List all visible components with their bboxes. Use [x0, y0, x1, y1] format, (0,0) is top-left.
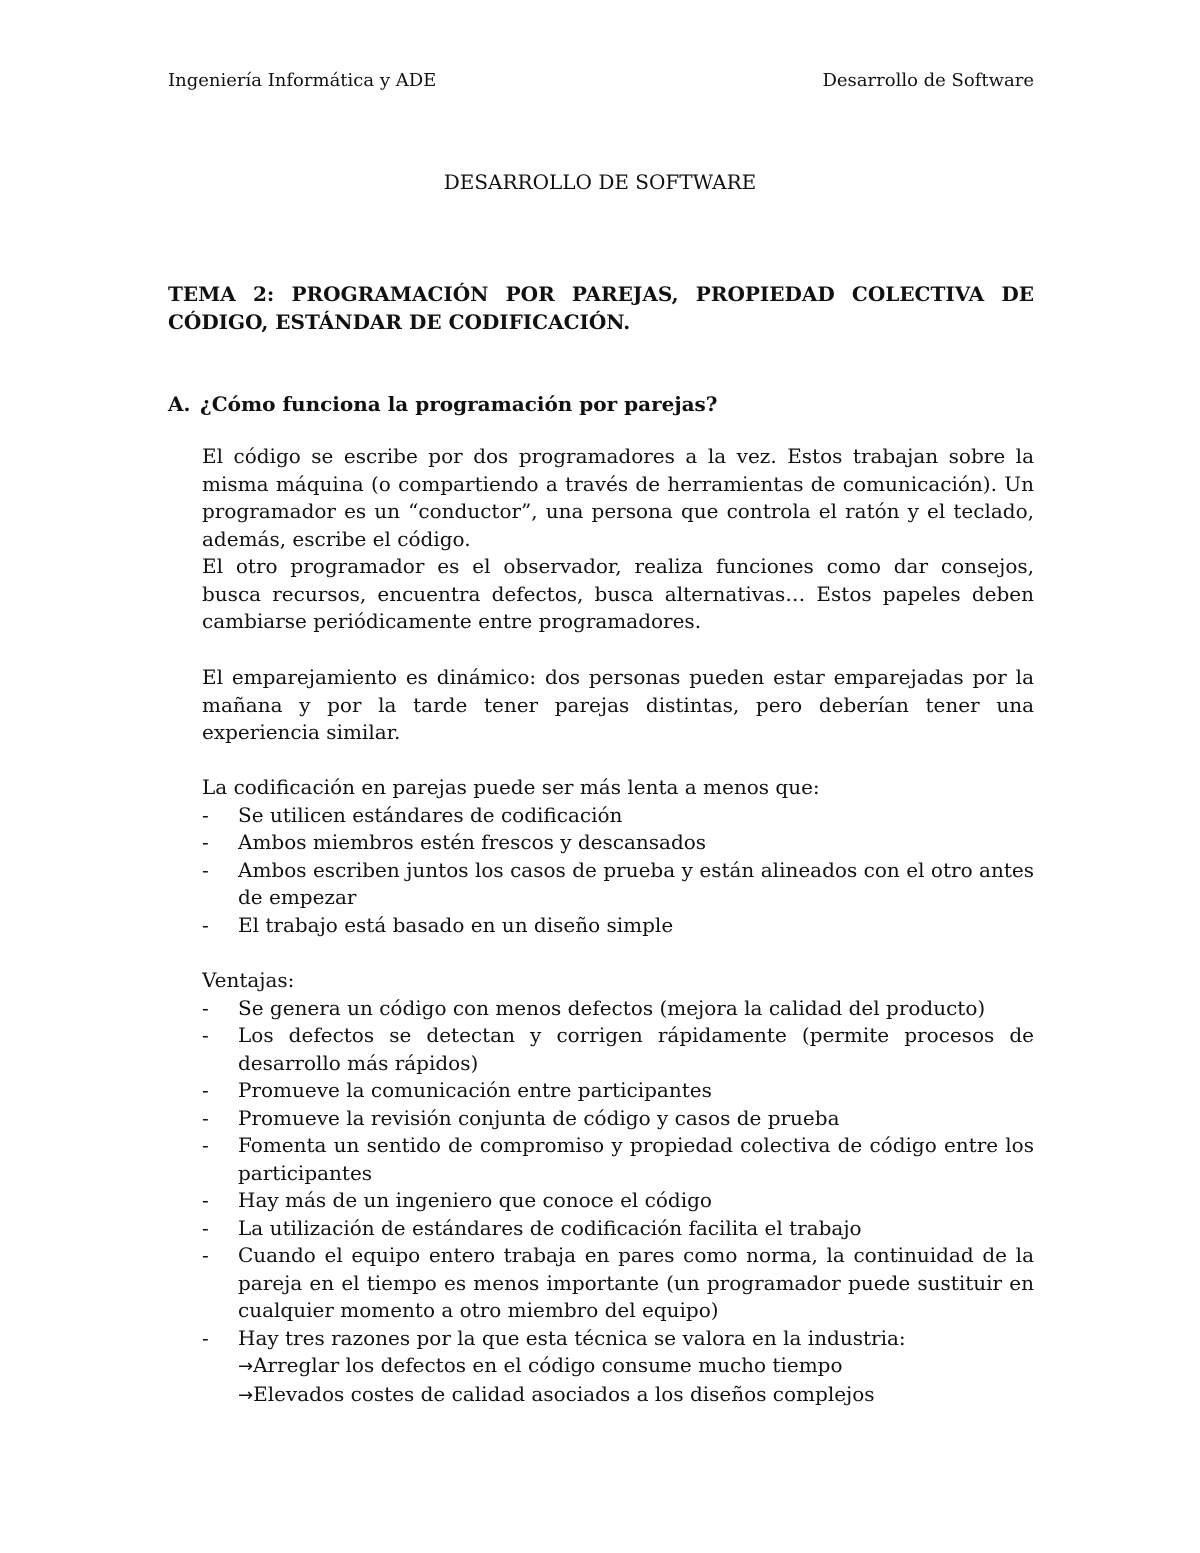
list-item: - La utilización de estándares de codificación facilita el trabajo: [202, 1215, 862, 1240]
list-item: - Se genera un código con menos defectos (mejora la calidad del producto): [202, 995, 986, 1020]
document-title: DESARROLLO DE SOFTWARE: [443, 170, 757, 194]
list-item: - Fomenta un sentido de compromiso y propiedad colectiva de código entre los participantes: [202, 1133, 1034, 1185]
reason-item: →Elevados costes de calidad asociados a los diseños complejos: [238, 1381, 875, 1406]
topic-heading: TEMA 2: PROGRAMACIÓN POR PAREJAS, PROPIEDAD COLECTIVA DE CÓDIGO, ESTÁNDAR DE CODIFICACIÓN.: [168, 282, 1034, 334]
list-item: - Ambos miembros estén frescos y descansados: [202, 830, 707, 854]
list-item: - Promueve la comunicación entre participantes: [202, 1078, 712, 1102]
section-a-heading: [168, 392, 718, 416]
section-body: [202, 443, 1034, 636]
list-item: - Se utilicen estándares de codificación: [202, 802, 623, 827]
list-item: - Cuando el equipo entero trabaja en pares como norma, la continuidad de la pareja en el tiempo es menos importante (un programador puede sustituir en cualquier momento a otro miembro del equipo): [202, 1243, 1034, 1322]
header-right: Desarrollo de Software: [822, 70, 1034, 91]
ventajas-label: Ventajas:: [202, 968, 295, 992]
section-letter: A.: [168, 392, 191, 416]
list-item: - Promueve la revisión conjunta de código y casos de prueba: [202, 1105, 840, 1130]
list-item: - Hay tres razones por la que esta técnica se valora en la industria:: [202, 1325, 906, 1350]
advantages-list: [202, 995, 1034, 1353]
header-left: Ingeniería Informática y ADE: [168, 70, 437, 91]
slow-conditions-block: [202, 774, 1034, 939]
paragraph-1: El código se escribe por dos programadores a la vez. Estos trabajan sobre la misma máquina (o compartiendo a través de herramientas de comunicación). Un programador es un “conductor”, una persona que controla el ratón y el teclado, además, escribe el código.: [202, 444, 1034, 551]
reason-item: →Arreglar los defectos en el código consume mucho tiempo: [238, 1353, 843, 1377]
section-title: ¿Cómo funciona la programación por parejas?: [200, 392, 718, 416]
arrow-icon: →: [238, 1356, 254, 1377]
list-item: - Hay más de un ingeniero que conoce el código: [202, 1188, 712, 1212]
advantages-block: [202, 967, 1034, 1409]
paragraph-3: El emparejamiento es dinámico: dos personas pueden estar emparejadas por la mañana y por la tarde tener parejas distintas, pero deberían tener una experiencia similar.: [202, 665, 1034, 744]
paragraph-4: La codificación en parejas puede ser más lenta a menos que:: [202, 775, 820, 799]
list-item: - Ambos escriben juntos los casos de prueba y están alineados con el otro antes de empezar: [202, 857, 1034, 909]
paragraph-2: El otro programador es el observador, realiza funciones como dar consejos, busca recursos, encuentra defectos, busca alternativas… Estos papeles deben cambiarse periódicamente entre programadores.: [202, 554, 1034, 633]
arrow-icon: →: [238, 1384, 254, 1406]
list-item: - El trabajo está basado en un diseño simple: [202, 912, 674, 937]
slow-conditions-list: [202, 802, 1034, 940]
pairing-body: [202, 664, 1034, 747]
list-item: - Los defectos se detectan y corrigen rápidamente (permite procesos de desarrollo más rápidos): [202, 1023, 1034, 1075]
